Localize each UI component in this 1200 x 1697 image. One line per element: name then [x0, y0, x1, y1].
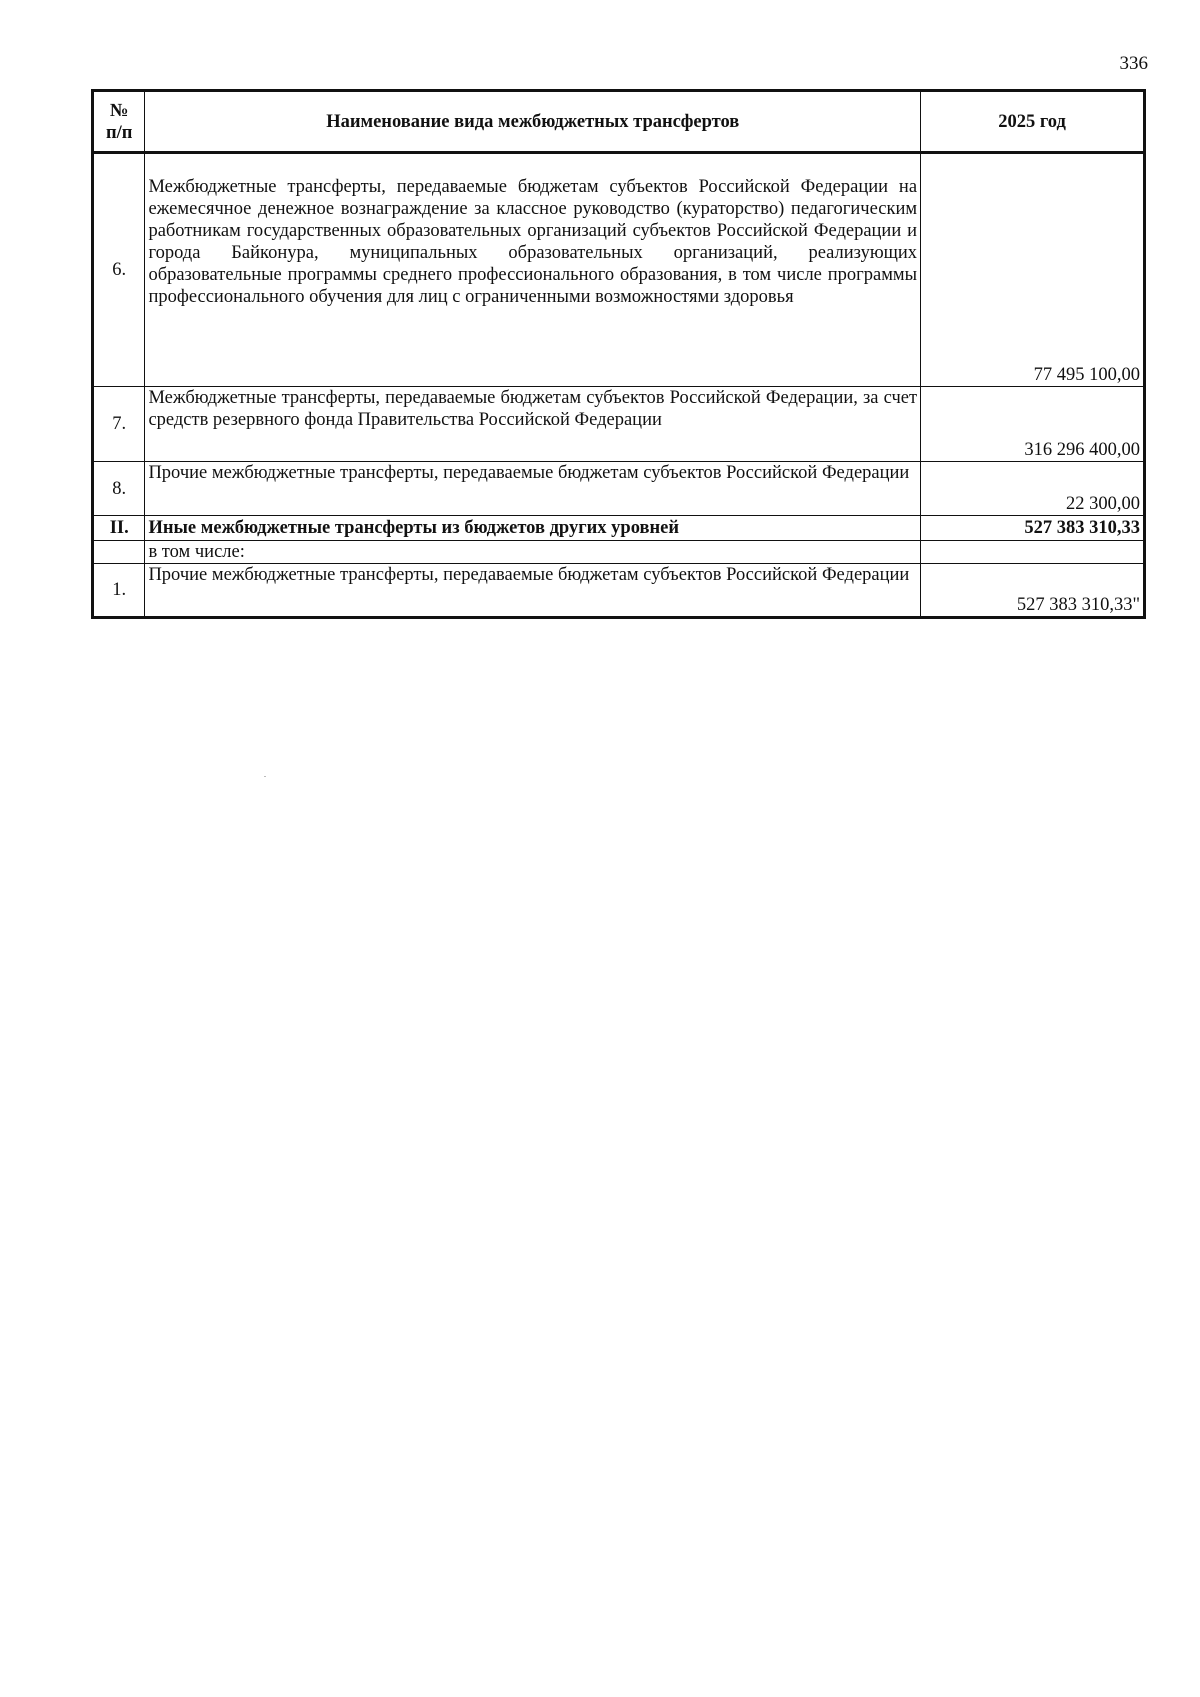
section-row	[93, 516, 1145, 541]
header-number-abbr: п/п	[105, 122, 133, 143]
row-name: Межбюджетные трансферты, передаваемые бюджетам субъектов Российской Федерации на ежемесячное денежное вознаграждение за классное руководство (кураторство) педагогическим работникам государственных образовательных организаций субъектов Российской Федерации и города Байконура, муниципальных образовательных организаций, реализующих образовательные программы среднего профессионального образования, в том числе программы профессионального обучения для лиц с ограниченными возможностями здоровья	[145, 153, 921, 387]
row-amount	[921, 541, 1145, 564]
table-header	[93, 91, 1145, 153]
subheading-label: в том числе:	[145, 541, 921, 564]
row-name: Прочие межбюджетные трансферты, передаваемые бюджетам субъектов Российской Федерации	[145, 462, 921, 516]
row-name: Прочие межбюджетные трансферты, передаваемые бюджетам субъектов Российской Федерации	[145, 564, 921, 618]
header-row	[93, 91, 1145, 153]
table-row	[93, 387, 1145, 462]
header-number	[93, 91, 145, 153]
transfers-table	[91, 89, 1146, 619]
table-row	[93, 462, 1145, 516]
row-number: 8.	[93, 462, 145, 516]
row-amount: 527 383 310,33"	[921, 564, 1145, 618]
row-number: 1.	[93, 564, 145, 618]
header-number-symbol: №	[109, 100, 129, 121]
scan-speck	[264, 776, 266, 777]
row-name: Межбюджетные трансферты, передаваемые бюджетам субъектов Российской Федерации, за счет средств резервного фонда Правительства Российской Федерации	[145, 387, 921, 462]
row-number: 7.	[93, 387, 145, 462]
header-name: Наименование вида межбюджетных трансфертов	[145, 91, 921, 153]
table-body	[93, 153, 1145, 618]
table-row	[93, 564, 1145, 618]
row-number	[93, 541, 145, 564]
row-amount: 22 300,00	[921, 462, 1145, 516]
row-amount: 316 296 400,00	[921, 387, 1145, 462]
table-row	[93, 153, 1145, 387]
row-number: 6.	[93, 153, 145, 387]
section-amount: 527 383 310,33	[921, 516, 1145, 541]
row-amount: 77 495 100,00	[921, 153, 1145, 387]
page-number: 336	[1119, 53, 1148, 74]
section-name: Иные межбюджетные трансферты из бюджетов других уровней	[145, 516, 921, 541]
header-year: 2025 год	[921, 91, 1145, 153]
section-number: II.	[93, 516, 145, 541]
subheading-row	[93, 541, 1145, 564]
